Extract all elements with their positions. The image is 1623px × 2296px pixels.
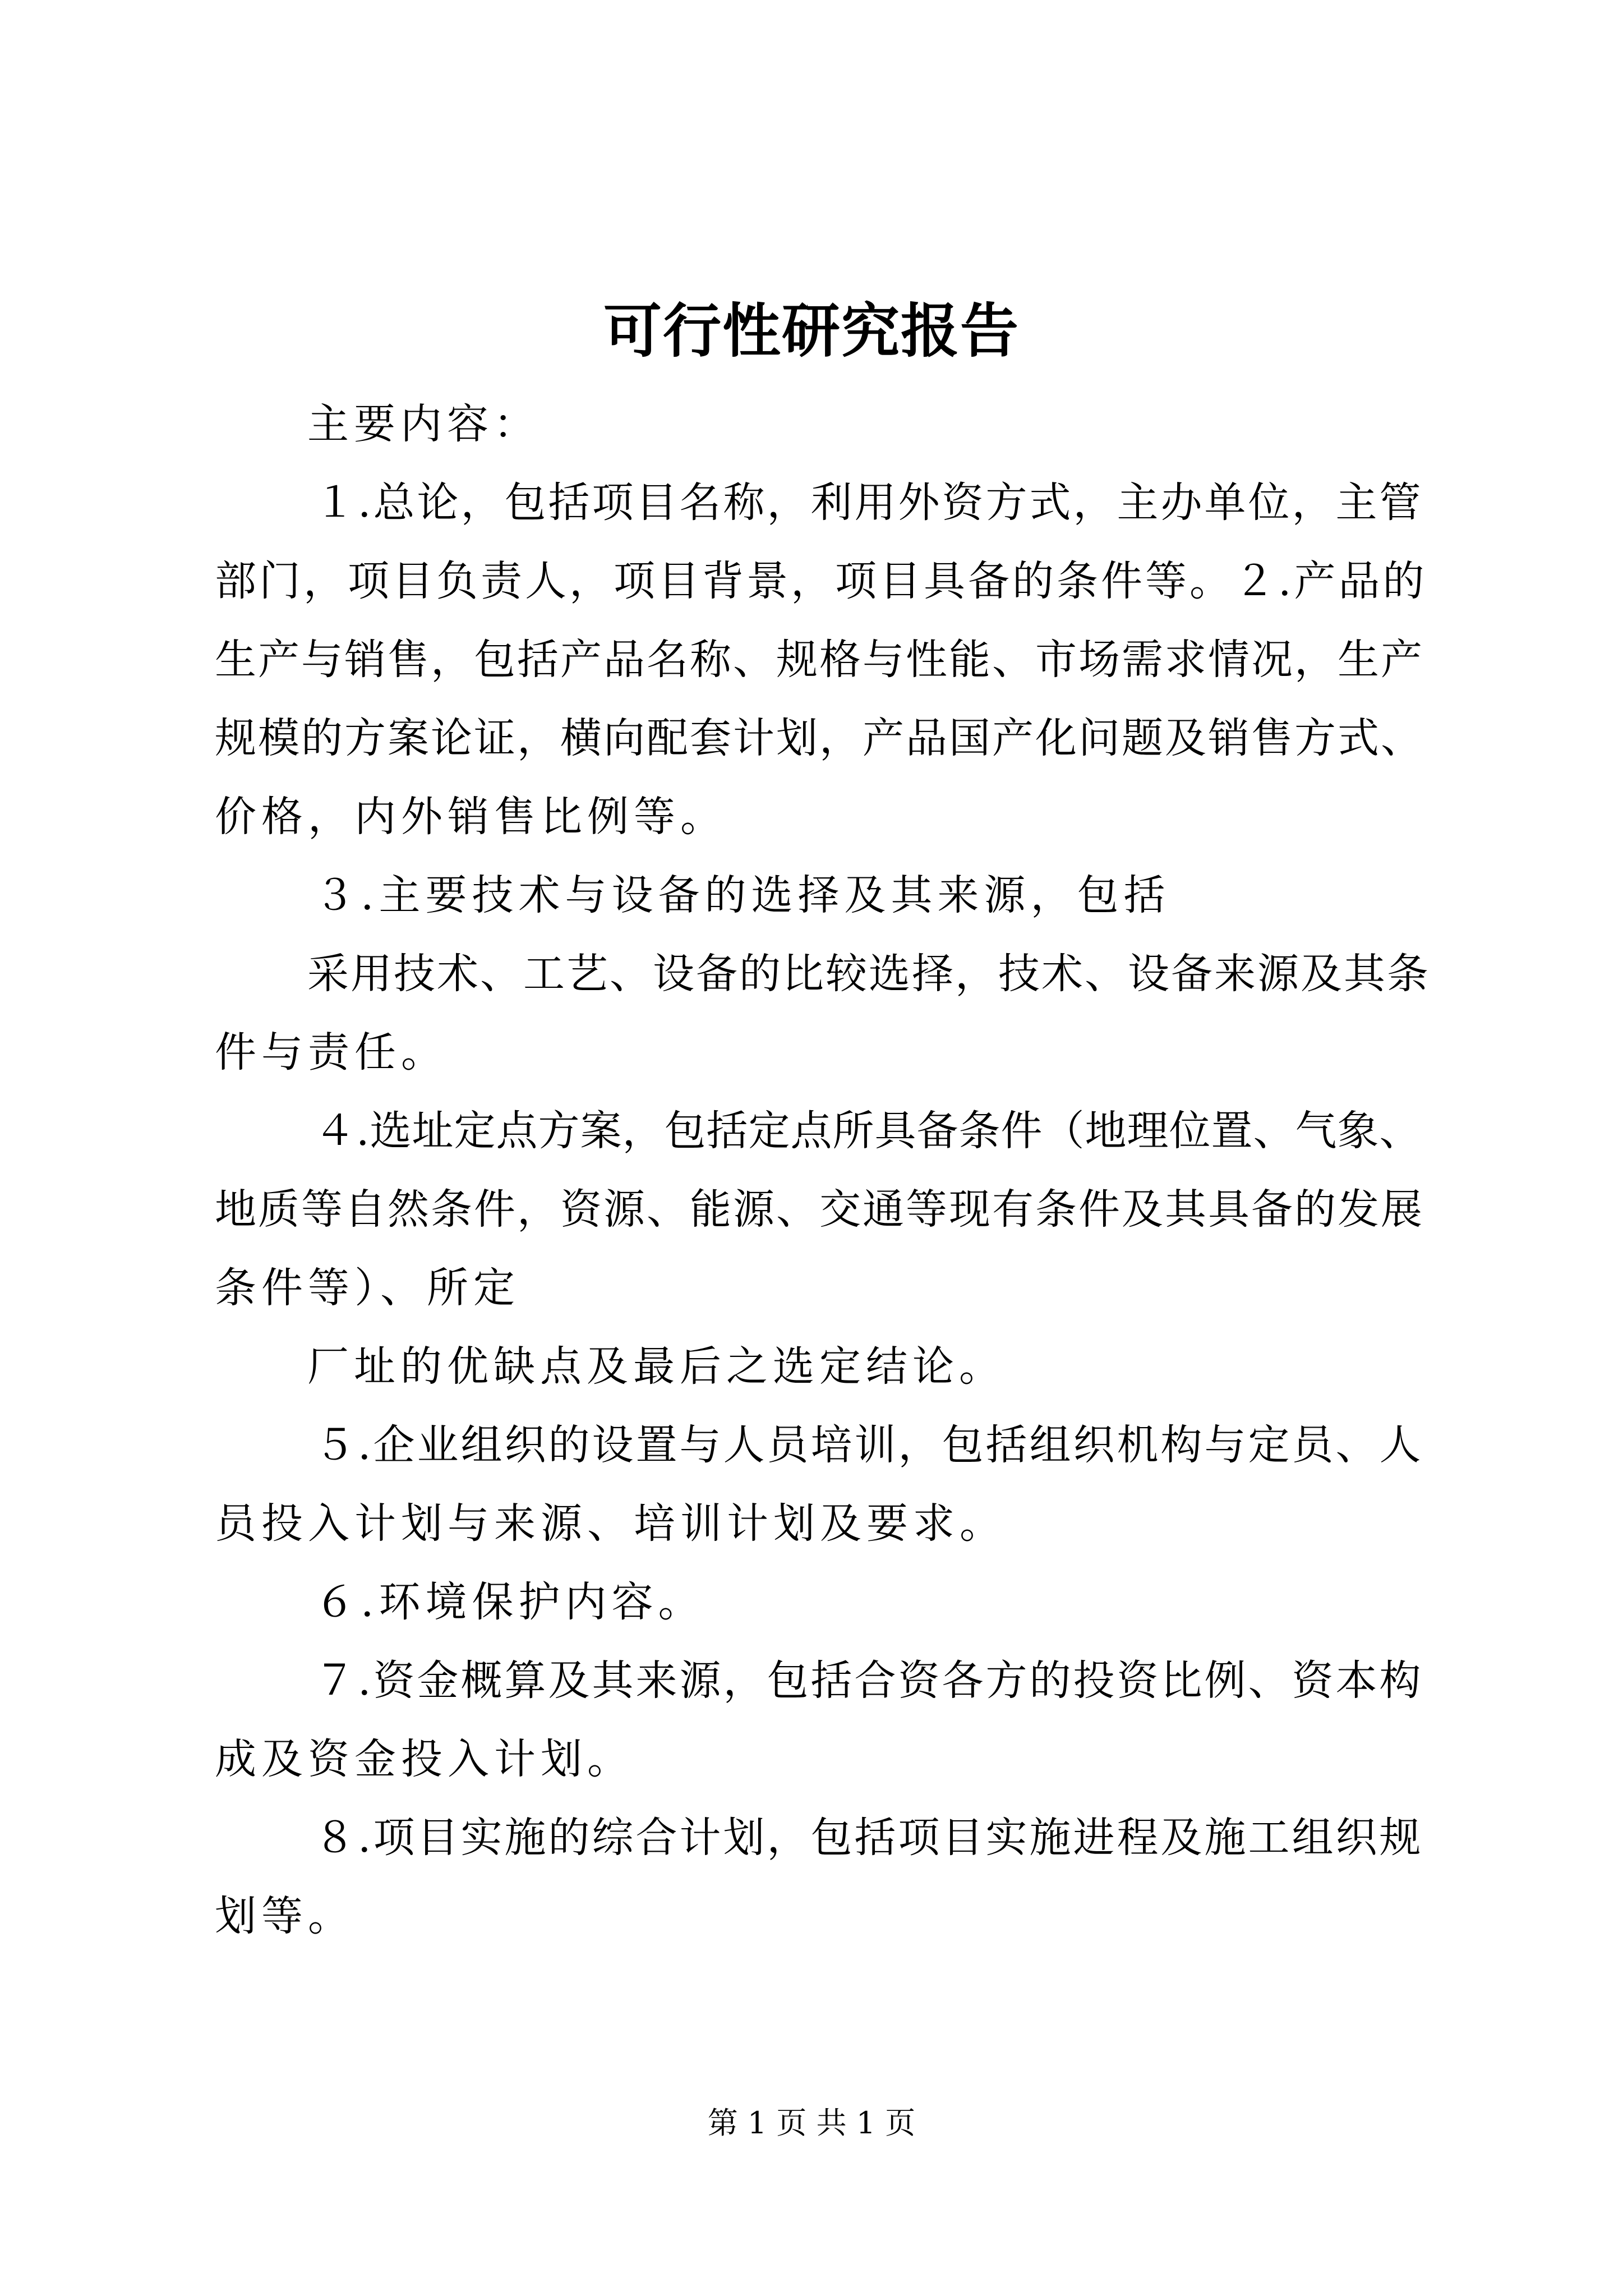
text-line: 员投入计划与来源、培训计划及要求。	[215, 1499, 1006, 1548]
text-line: 地质等自然条件，资源、能源、交通等现有条件及其具备的发展	[215, 1185, 1424, 1234]
text-line: 规模的方案论证，横向配套计划，产品国产化问题及销售方式、	[215, 714, 1424, 762]
text-line: 条件等）、所定	[215, 1264, 520, 1312]
text-line: ４.选址定点方案，包括定点所具备条件（地理位置、气象、	[314, 1107, 1422, 1155]
page-footer: 第 1 页 共 1 页	[707, 2105, 916, 2141]
text-line: 成及资金投入计划。	[215, 1735, 634, 1783]
text-line: ３.主要技术与设备的选择及其来源，包括	[314, 871, 1170, 919]
text-line: ５.企业组织的设置与人员培训，包括组织机构与定员、人	[314, 1421, 1423, 1469]
text-line: 主要内容：	[307, 400, 540, 448]
text-line: 部门，项目负责人，项目背景，项目具备的条件等。２.产品的	[215, 557, 1427, 605]
text-line: 采用技术、工艺、设备的比较选择，技术、设备来源及其条	[307, 950, 1430, 998]
text-line: 件与责任。	[215, 1028, 448, 1076]
document-title: 可行性研究报告	[603, 296, 1020, 365]
text-line: ６.环境保护内容。	[314, 1578, 705, 1626]
text-line: １.总论，包括项目名称，利用外资方式，主办单位，主管	[314, 478, 1423, 527]
text-line: 厂址的优缺点及最后之选定结论。	[307, 1342, 1006, 1391]
text-line: ７.资金概算及其来源，包括合资各方的投资比例、资本构	[314, 1657, 1423, 1705]
text-line: ８.项目实施的综合计划，包括项目实施进程及施工组织规	[314, 1814, 1423, 1862]
text-line: 价格，内外销售比例等。	[215, 793, 727, 841]
text-line: 划等。	[215, 1892, 354, 1940]
text-line: 生产与销售，包括产品名称、规格与性能、市场需求情况，生产	[215, 636, 1424, 684]
